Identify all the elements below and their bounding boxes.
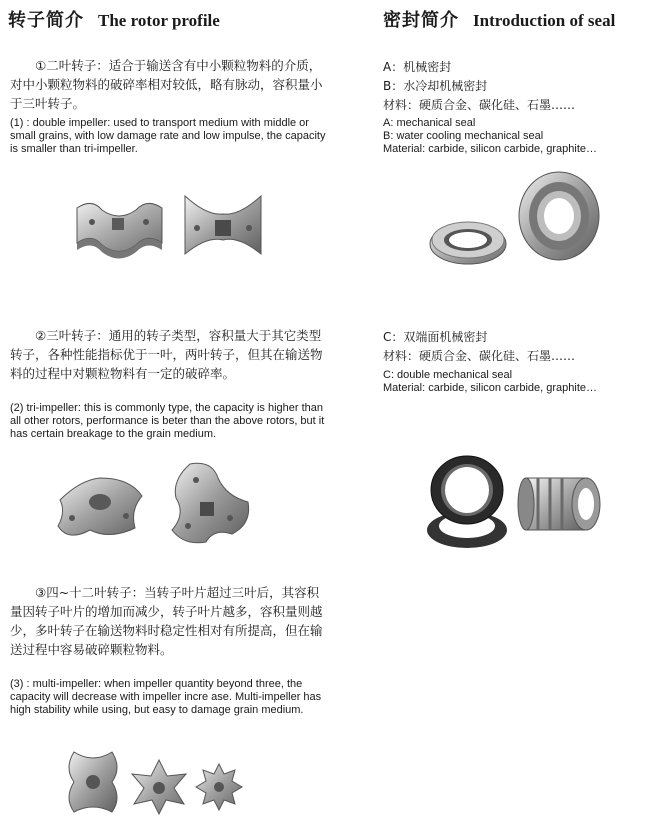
rotor-section1-en: (1) : double impeller: used to transport medium with middle or small grains, with low damage rate and low impulse, the capacity is smaller than tri-impeller. [10, 117, 326, 155]
seal-material-cn-1: 材料：硬质合金、碳化硅、石墨…… [383, 98, 576, 112]
seal-heading [383, 6, 615, 32]
rotor-section3-cn: ③四~十二叶转子：当转子叶片超过三叶后，其容积量因转子叶片的增加而减少，转子叶片越多，容积量则越少，多叶转子在输送物料时稳定性相对有所提高，但在输送过程中容易破碎颗粒物料。 [10, 585, 323, 657]
mechanical-seal-photo [428, 212, 508, 268]
seal-heading-en: Introduction of seal [473, 11, 616, 30]
seal-a-en: A: mechanical seal [383, 117, 476, 129]
seal-a-cn: A：机械密封 [383, 60, 452, 74]
seal-material-en-1: Material: carbide, silicon carbide, graphite… [383, 143, 597, 155]
rotor-heading-en: The rotor profile [98, 11, 220, 30]
tri-impeller-photo-2 [160, 458, 256, 550]
seal-material-cn-2: 材料：硬质合金、碳化硅、石墨…… [383, 349, 576, 363]
seal-material-en-2: Material: carbide, silicon carbide, graphite… [383, 382, 597, 394]
rotor-section3-en: (3) : multi-impeller: when impeller quantity beyond three, the capacity will decrease with impeller incre ase. Multi-impeller has high stability while using, but easy to damage grain medium. [10, 678, 322, 716]
rotor-section2-en: (2) tri-impeller: this is commonly type, the capacity is higher than all other rotors, performance is beter than the above rotors, but it has certain breakage to the grain medium. [10, 402, 325, 440]
double-seal-assembly-photo [516, 460, 604, 548]
seal-b-en: B: water cooling mechanical seal [383, 130, 544, 142]
multi-impeller-photo-3 [194, 762, 244, 812]
seal-c-cn: C：双端面机械密封 [383, 330, 488, 344]
seal-b-cn: B：水冷却机械密封 [383, 79, 488, 93]
seal-c-en: C: double mechanical seal [383, 369, 513, 381]
rotor-section1-cn: ①二叶转子：适合于输送含有中小颗粒物料的介质，对中小颗粒物料的破碎率相对较低，略有脉动，容积量小于三叶转子。 [10, 58, 323, 111]
seal-heading-cn: 密封简介 [383, 10, 459, 31]
double-seal-rings-photo [424, 452, 510, 552]
double-impeller-photo-2 [177, 188, 269, 268]
water-cooling-seal-photo [515, 168, 603, 264]
multi-impeller-photo-1 [60, 748, 126, 818]
rotor-heading-cn: 转子简介 [8, 10, 84, 31]
rotor-section2-cn: ②三叶转子：通用的转子类型，容积量大于其它类型转子，各种性能指标优于一叶，两叶转子，但其在输送物料的过程中对颗粒物料有一定的破碎率。 [10, 328, 323, 381]
tri-impeller-photo-1 [50, 470, 150, 550]
multi-impeller-photo-2 [128, 758, 190, 816]
rotor-heading [8, 6, 220, 32]
double-impeller-photo-1 [72, 188, 167, 266]
